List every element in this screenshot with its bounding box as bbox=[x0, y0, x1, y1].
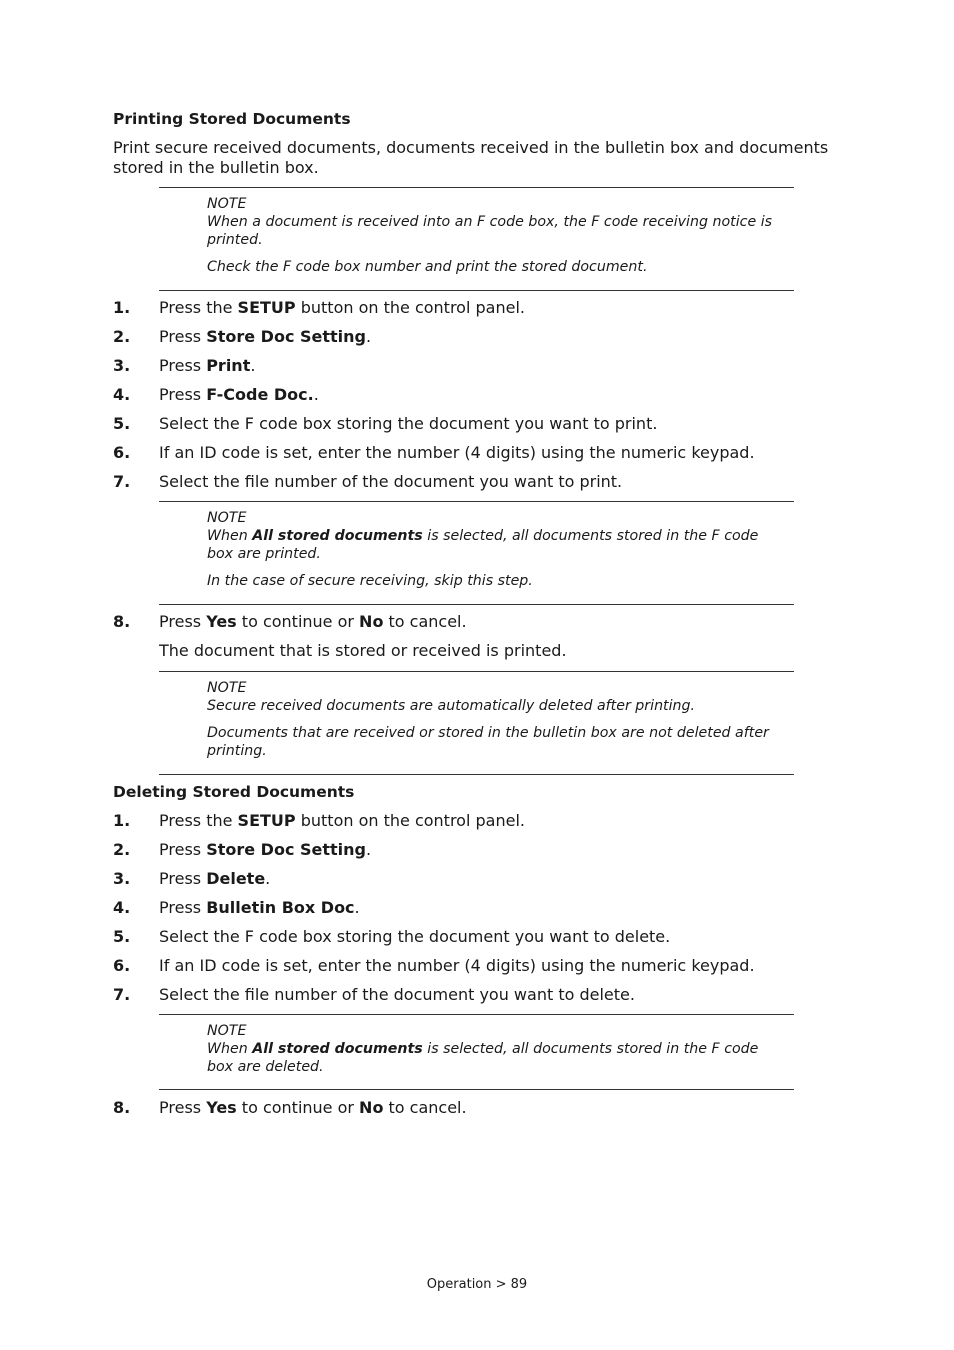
step-number: 7. bbox=[113, 985, 131, 1004]
step-text: Press Bulletin Box Doc. bbox=[159, 898, 360, 917]
page-footer: Operation > 89 bbox=[426, 1277, 528, 1292]
intro-paragraph: Print secure received documents, documents received in the bulletin box and documents stored in the bulletin box. bbox=[113, 138, 829, 177]
note-divider bbox=[159, 501, 794, 502]
note-label: NOTE bbox=[207, 510, 247, 526]
step-text: Select the file number of the document you want to delete. bbox=[159, 985, 635, 1004]
note-box bbox=[207, 509, 777, 590]
step-number: 8. bbox=[113, 612, 131, 631]
note-text: Secure received documents are automatically deleted after printing. bbox=[207, 698, 696, 714]
step-text: Press the SETUP button on the control panel. bbox=[159, 811, 525, 830]
step-text: Select the F code box storing the document you want to delete. bbox=[159, 927, 671, 946]
section-heading-printing: Printing Stored Documents bbox=[113, 110, 351, 128]
step-text: Select the file number of the document you want to print. bbox=[159, 472, 623, 491]
step-number: 4. bbox=[113, 898, 131, 917]
note-divider bbox=[159, 671, 794, 672]
step-text: Press Yes to continue or No to cancel. bbox=[159, 1098, 467, 1117]
note-divider bbox=[159, 290, 794, 291]
note-box bbox=[207, 679, 777, 760]
step-text: If an ID code is set, enter the number (4 digits) using the numeric keypad. bbox=[159, 956, 755, 975]
step-text: Press the SETUP button on the control panel. bbox=[159, 298, 525, 317]
note-box bbox=[207, 195, 777, 276]
note-box bbox=[207, 1022, 777, 1076]
note-divider bbox=[159, 1089, 794, 1090]
section-heading-deleting: Deleting Stored Documents bbox=[113, 783, 355, 801]
step-number: 7. bbox=[113, 472, 131, 491]
note-divider bbox=[159, 1014, 794, 1015]
step-text: Select the F code box storing the document you want to print. bbox=[159, 414, 658, 433]
step-number: 2. bbox=[113, 840, 131, 859]
note-text: Documents that are received or stored in the bulletin box are not deleted after printing. bbox=[207, 725, 769, 759]
step-number: 5. bbox=[113, 414, 131, 433]
step-number: 3. bbox=[113, 869, 131, 888]
note-divider bbox=[159, 774, 794, 775]
note-text: When All stored documents is selected, all documents stored in the F code box are printed. bbox=[207, 528, 759, 562]
note-divider bbox=[159, 187, 794, 188]
note-label: NOTE bbox=[207, 196, 247, 212]
note-label: NOTE bbox=[207, 680, 247, 696]
step-text: Press Yes to continue or No to cancel. bbox=[159, 612, 467, 631]
step-number: 5. bbox=[113, 927, 131, 946]
step-number: 2. bbox=[113, 327, 131, 346]
step-text: If an ID code is set, enter the number (4 digits) using the numeric keypad. bbox=[159, 443, 755, 462]
step-text: Press F-Code Doc.. bbox=[159, 385, 319, 404]
note-text: In the case of secure receiving, skip this step. bbox=[207, 573, 533, 589]
note-text: When a document is received into an F code box, the F code receiving notice is printed. bbox=[207, 214, 773, 248]
step-text: Press Delete. bbox=[159, 869, 271, 888]
step-number: 1. bbox=[113, 811, 131, 830]
step-result: The document that is stored or received is printed. bbox=[159, 641, 567, 660]
note-text: Check the F code box number and print the stored document. bbox=[207, 259, 648, 275]
step-text: Press Print. bbox=[159, 356, 256, 375]
note-text: When All stored documents is selected, all documents stored in the F code box are deleted. bbox=[207, 1041, 759, 1075]
step-number: 4. bbox=[113, 385, 131, 404]
step-text: Press Store Doc Setting. bbox=[159, 327, 372, 346]
step-number: 6. bbox=[113, 443, 131, 462]
note-label: NOTE bbox=[207, 1023, 247, 1039]
step-number: 6. bbox=[113, 956, 131, 975]
step-text: Press Store Doc Setting. bbox=[159, 840, 372, 859]
step-number: 8. bbox=[113, 1098, 131, 1117]
step-number: 3. bbox=[113, 356, 131, 375]
note-divider bbox=[159, 604, 794, 605]
step-number: 1. bbox=[113, 298, 131, 317]
